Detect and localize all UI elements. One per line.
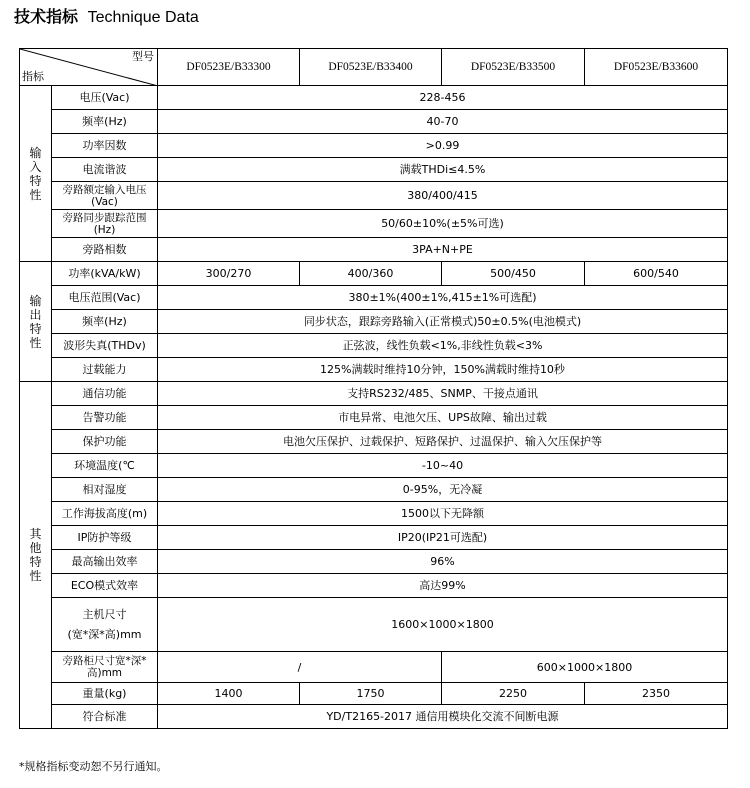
group-input: 输入特性 [20,86,52,262]
table-row [20,110,728,134]
row-label: 功率因数 [52,134,158,158]
row-label: 最高输出效率 [52,550,158,574]
row-value: 228-456 [158,86,728,110]
row-value: 600/540 [585,262,728,286]
table-row [20,574,728,598]
row-label: 电压范围(Vac) [52,286,158,310]
row-value: 400/360 [300,262,442,286]
row-label: 旁路同步跟踪范围(Hz) [52,210,158,238]
table-row [20,652,728,683]
row-value: 1600×1000×1800 [158,598,728,652]
row-label: 电流谐波 [52,158,158,182]
table-row [20,262,728,286]
row-label [52,598,158,652]
table-row [20,502,728,526]
row-label: 符合标准 [52,705,158,729]
spec-table [19,48,728,729]
row-value: 300/270 [158,262,300,286]
table-row [20,210,728,238]
row-label: 过载能力 [52,358,158,382]
table-row [20,454,728,478]
table-row [20,382,728,406]
row-label: 环境温度(℃ [52,454,158,478]
size-label-line1: 主机尺寸 [82,607,127,621]
table-row [20,705,728,729]
row-label: 频率(Hz) [52,310,158,334]
row-label: 重量(kg) [52,683,158,705]
table-row [20,430,728,454]
model-header: DF0523E/B33300 [158,49,300,86]
table-row [20,286,728,310]
table-row [20,182,728,210]
row-value: 满载THDi≤4.5% [158,158,728,182]
row-value: 40-70 [158,110,728,134]
row-label: 相对湿度 [52,478,158,502]
row-value: / [158,652,442,683]
row-value: -10~40 [158,454,728,478]
row-value: 电池欠压保护、过载保护、短路保护、过温保护、输入欠压保护等 [158,430,728,454]
row-label: IP防护等级 [52,526,158,550]
row-value: 2350 [585,683,728,705]
row-label: 旁路相数 [52,238,158,262]
title-chinese: 技术指标 [14,7,79,26]
row-value: 同步状态，跟踪旁路输入(正常模式)50±0.5%(电池模式) [158,310,728,334]
row-label: 工作海拔高度(m) [52,502,158,526]
model-header: DF0523E/B33500 [442,49,585,86]
row-value: 1400 [158,683,300,705]
title-english: Technique Data [87,9,199,26]
row-label: 旁路额定输入电压(Vac) [52,182,158,210]
row-value: 600×1000×1800 [442,652,728,683]
row-label: ECO模式效率 [52,574,158,598]
row-value: 1750 [300,683,442,705]
diagonal-header-cell [20,49,158,86]
group-other: 其他特性 [20,382,52,729]
index-label: 指标 [22,70,44,83]
row-label: 电压(Vac) [52,86,158,110]
row-value: 高达99% [158,574,728,598]
table-row [20,598,728,652]
row-value: 0-95%，无冷凝 [158,478,728,502]
row-value: 2250 [442,683,585,705]
table-row [20,238,728,262]
row-value: IP20(IP21可选配) [158,526,728,550]
row-label: 告警功能 [52,406,158,430]
footnote: *规格指标变动恕不另行通知。 [19,760,168,773]
row-value: 1500以下无降额 [158,502,728,526]
table-row [20,358,728,382]
row-value: 正弦波，线性负载<1%,非线性负载<3% [158,334,728,358]
table-row [20,550,728,574]
group-output: 输出特性 [20,262,52,382]
table-row [20,526,728,550]
model-header: DF0523E/B33600 [585,49,728,86]
model-header: DF0523E/B33400 [300,49,442,86]
table-row [20,334,728,358]
table-row [20,683,728,705]
row-label: 通信功能 [52,382,158,406]
row-value: 125%满载时维持10分钟，150%满载时维持10秒 [158,358,728,382]
row-label: 波形失真(THDv) [52,334,158,358]
row-value: >0.99 [158,134,728,158]
row-value: 500/450 [442,262,585,286]
model-label: 型号 [132,50,154,63]
row-value: 3PA+N+PE [158,238,728,262]
header-row [20,49,728,86]
row-value: 50/60±10%(±5%可选) [158,210,728,238]
row-value: 380/400/415 [158,182,728,210]
row-value: 380±1%(400±1%,415±1%可选配) [158,286,728,310]
row-label: 旁路柜尺寸宽*深*高)mm [52,652,158,683]
size-label-line2: (宽*深*高)mm [67,627,142,641]
table-row [20,406,728,430]
row-value: 96% [158,550,728,574]
table-row [20,310,728,334]
row-label: 保护功能 [52,430,158,454]
page-title [14,4,199,27]
row-label: 功率(kVA/kW) [52,262,158,286]
table-row [20,158,728,182]
row-value: 支持RS232/485、SNMP、干接点通讯 [158,382,728,406]
row-value: 市电异常、电池欠压、UPS故障、输出过载 [158,406,728,430]
table-row [20,134,728,158]
table-row [20,478,728,502]
row-value: YD/T2165-2017 通信用模块化交流不间断电源 [158,705,728,729]
table-row [20,86,728,110]
row-label: 频率(Hz) [52,110,158,134]
